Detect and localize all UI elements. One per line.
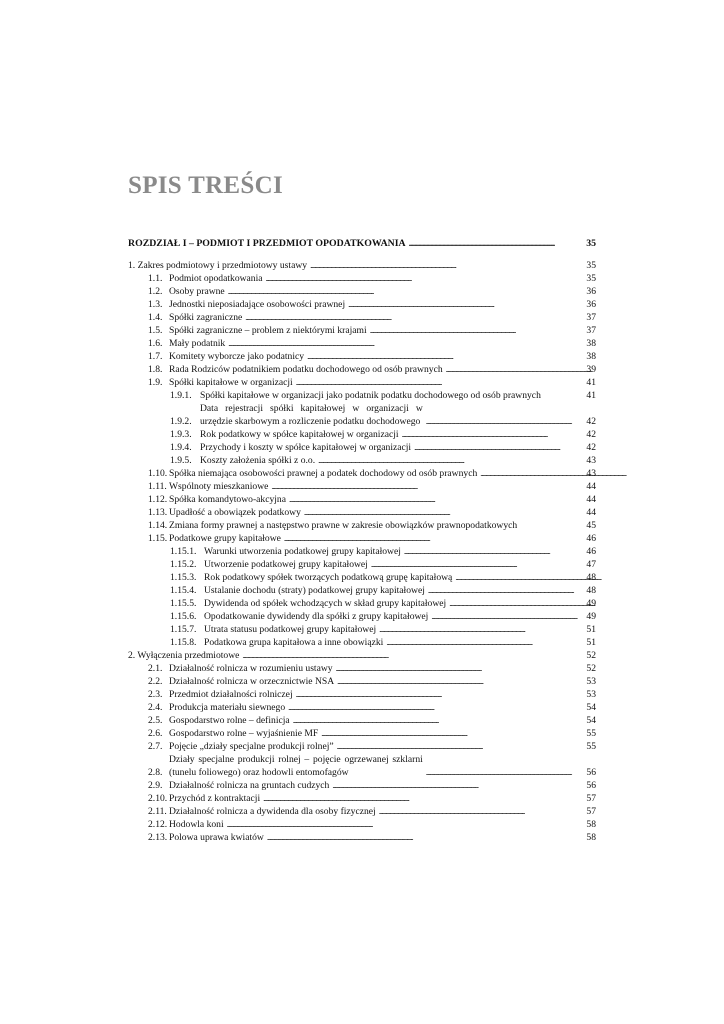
toc-entry[interactable] <box>128 259 596 272</box>
toc-entry-title: Polowa uprawa kwiatów <box>169 832 264 843</box>
toc-page-number: 36 <box>586 286 596 297</box>
toc-page-number: 49 <box>586 598 596 609</box>
toc-page-number: 52 <box>586 663 596 674</box>
toc-page-number: 43 <box>586 455 596 466</box>
toc-leader-dots <box>245 311 571 324</box>
toc-page-number: 49 <box>586 611 596 622</box>
toc-entry[interactable] <box>128 519 596 532</box>
toc-entry[interactable] <box>128 636 596 649</box>
toc-entry[interactable] <box>128 506 596 519</box>
toc-page-number: 41 <box>586 390 596 401</box>
toc-entry-number: 1.9. <box>148 377 163 388</box>
toc-leader-dots <box>337 675 571 688</box>
toc-entry[interactable] <box>128 558 596 571</box>
toc-entry[interactable] <box>128 584 596 597</box>
toc-page-number: 46 <box>586 546 596 557</box>
toc-leader-dots <box>414 441 571 454</box>
toc-page-number: 46 <box>586 533 596 544</box>
toc-leader-dots <box>263 792 571 805</box>
page-title: SPIS TREŚCI <box>128 172 283 199</box>
toc-page-number: 37 <box>586 312 596 323</box>
toc-entry[interactable] <box>128 285 596 298</box>
toc-entry-number: 1.11. <box>148 481 167 492</box>
toc-page-number: 55 <box>586 728 596 739</box>
toc-leader-dots <box>337 740 571 753</box>
toc-entry-title: 2. Wyłączenia przedmiotowe <box>128 650 240 661</box>
toc-page-number: 57 <box>586 806 596 817</box>
toc-entry-number: 1.7. <box>148 351 163 362</box>
toc-entry-title: Ustalanie dochodu (straty) podatkowej grupy kapitałowej <box>204 585 425 596</box>
toc-entry-number: 1.6. <box>148 338 163 349</box>
toc-entry-title: Podmiot opodatkowania <box>169 273 263 284</box>
toc-page-number: 56 <box>586 767 596 778</box>
toc-entry-number: 2.9. <box>148 780 163 791</box>
toc-page-number: 39 <box>586 364 596 375</box>
toc-entry[interactable] <box>128 740 596 753</box>
toc-entry[interactable] <box>128 441 596 454</box>
toc-entry-number: 2.12. <box>148 819 168 830</box>
toc-page-number: 42 <box>586 416 596 427</box>
toc-entry-title: Gospodarstwo rolne – definicja <box>169 715 290 726</box>
toc-entry[interactable] <box>128 493 596 506</box>
toc-entry[interactable] <box>128 623 596 636</box>
toc-leader-dots <box>293 714 571 727</box>
toc-entry-title: Podatkowe grupy kapitałowe <box>169 533 281 544</box>
toc-entry-number: 1.10. <box>148 468 168 479</box>
toc-entry-title: Dywidenda od spółek wchodzących w skład grupy kapitałowej <box>204 598 447 609</box>
toc-entry-number: 1.9.1. <box>170 390 192 401</box>
toc-page-number: 42 <box>586 429 596 440</box>
toc-entry-title: Jednostki nieposiadające osobowości prawnej <box>169 299 346 310</box>
toc-entry-title: Podatkowa grupa kapitałowa a inne obowiązki <box>204 637 384 648</box>
toc-entry-number: 1.14. <box>148 520 168 531</box>
toc-page-number: 45 <box>586 520 596 531</box>
toc-entry[interactable] <box>128 571 596 584</box>
toc-page-number: 44 <box>586 507 596 518</box>
toc-page-number: 51 <box>586 637 596 648</box>
toc-entry[interactable] <box>128 779 596 792</box>
toc-leader-dots <box>404 545 571 558</box>
toc-entry[interactable] <box>128 714 596 727</box>
toc-page-number: 54 <box>586 702 596 713</box>
toc-entry-title: Produkcja materiału siewnego <box>169 702 286 713</box>
toc-page-number: 35 <box>586 260 596 271</box>
toc-chapter-entry[interactable] <box>128 237 596 250</box>
toc-entry[interactable] <box>128 805 596 818</box>
toc-entry-title: Przychód z kontraktacji <box>169 793 261 804</box>
toc-entry[interactable] <box>128 350 596 363</box>
toc-leader-dots <box>428 584 573 597</box>
toc-page-number: 44 <box>586 481 596 492</box>
toc-entry[interactable] <box>128 597 596 610</box>
toc-page-number: 48 <box>586 572 596 583</box>
toc-entry[interactable] <box>128 818 596 831</box>
toc-entry-number: 1.15.7. <box>170 624 197 635</box>
toc-leader-dots <box>228 285 571 298</box>
toc-entry-number: 1.13. <box>148 507 168 518</box>
toc-entry-number: 2.13. <box>148 832 168 843</box>
toc-page-number: 55 <box>586 741 596 752</box>
toc-entry-number: 2.3. <box>148 689 163 700</box>
toc-entry[interactable] <box>128 324 596 337</box>
toc-entry[interactable] <box>128 675 596 688</box>
toc-leader-dots <box>386 636 571 649</box>
toc-entry-title: Mały podatnik <box>169 338 226 349</box>
toc-entry[interactable] <box>128 454 596 467</box>
toc-entry-title: Rok podatkowy w spółce kapitałowej w organizacji <box>200 429 399 440</box>
toc-entry-title: Hodowla koni <box>169 819 224 830</box>
toc-entry[interactable] <box>128 428 596 441</box>
toc-page-number: 56 <box>586 780 596 791</box>
toc-entry-title: Wspólnoty mieszkaniowe <box>169 481 269 492</box>
toc-entry-title: Spółki zagraniczne <box>169 312 243 323</box>
toc-entry-number: 1.15. <box>148 533 168 544</box>
toc-entry-number: 1.15.1. <box>170 546 197 557</box>
toc-leader-dots <box>296 688 571 701</box>
toc-page-number: 52 <box>586 650 596 661</box>
toc-entry[interactable] <box>128 389 596 402</box>
toc-entry-number: 1.15.3. <box>170 572 197 583</box>
toc-entry-title: Komitety wyborcze jako podatnicy <box>169 351 305 362</box>
toc-entry-title: Gospodarstwo rolne – wyjaśnienie MF <box>169 728 319 739</box>
toc-page-number: 38 <box>586 351 596 362</box>
toc-entry-title: Opodatkowanie dywidendy dla spółki z grupy kapitałowej <box>204 611 429 622</box>
toc-entry-number: 2.7. <box>148 741 163 752</box>
toc-page-number: 48 <box>586 585 596 596</box>
toc-leader-dots <box>321 727 571 740</box>
toc-leader-dots <box>318 454 571 467</box>
toc-leader-dots <box>307 350 571 363</box>
toc-entry[interactable] <box>128 376 596 389</box>
toc-entry-title: Warunki utworzenia podatkowej grupy kapitałowej <box>204 546 401 557</box>
toc-page-number: 57 <box>586 793 596 804</box>
toc-entry-number: 2.6. <box>148 728 163 739</box>
toc-leader-dots <box>336 662 571 675</box>
toc-leader-dots <box>371 558 571 571</box>
toc-page-number: 53 <box>586 676 596 687</box>
toc-entry[interactable] <box>128 662 596 675</box>
toc-entry-title: Osoby prawne <box>169 286 225 297</box>
toc-entry-title: Utworzenie podatkowej grupy kapitałowej <box>204 559 368 570</box>
toc-page-number: 51 <box>586 624 596 635</box>
toc-leader-dots <box>431 610 576 623</box>
toc-entry-title: Działalność rolnicza a dywidenda dla osoby fizycznej <box>169 806 376 817</box>
toc-leader-dots <box>402 428 571 441</box>
toc-leader-dots <box>480 467 625 480</box>
toc-leader-dots <box>227 818 571 831</box>
toc-entry-number: 1.9.5. <box>170 455 192 466</box>
toc-leader-dots <box>426 766 571 779</box>
toc-entry-number: 2.8. <box>148 767 163 778</box>
toc-entry-title: Rok podatkowy spółek tworzących podatkową grupę kapitałową <box>204 572 453 583</box>
toc-entry-number: 2.10. <box>148 793 168 804</box>
toc-entry-number: 1.4. <box>148 312 163 323</box>
toc-entry[interactable] <box>128 402 596 428</box>
toc-entry-title: Rada Rodziców podatnikiem podatku dochodowego od osób prawnych <box>169 364 443 375</box>
toc-entry[interactable] <box>128 363 596 376</box>
toc-leader-dots <box>379 623 571 636</box>
toc-entry-number: 1.9.3. <box>170 429 192 440</box>
toc-chapter-title: ROZDZIAŁ I – PODMIOT I PRZEDMIOT OPODATKOWANIA <box>128 238 406 249</box>
toc-entry-title: Spółka komandytowo-akcyjna <box>169 494 286 505</box>
toc-entry-number: 1.9.4. <box>170 442 192 453</box>
toc-page-number: 38 <box>586 338 596 349</box>
toc-entry-title: Działalność rolnicza w rozumieniu ustawy <box>169 663 333 674</box>
toc-leader-dots <box>409 237 571 250</box>
toc-entry[interactable] <box>128 649 596 662</box>
toc-entry[interactable] <box>128 298 596 311</box>
toc-entry[interactable] <box>128 272 596 285</box>
toc-entry[interactable] <box>128 831 596 844</box>
toc-page-number: 36 <box>586 299 596 310</box>
toc-page-number: 44 <box>586 494 596 505</box>
toc-entry-title: Spółki kapitałowe w organizacji jako podatnik podatku dochodowego od osób prawnych <box>200 390 541 401</box>
toc-page-number: 58 <box>586 819 596 830</box>
toc-entry-number: 1.15.5. <box>170 598 197 609</box>
toc-leader-dots <box>228 337 571 350</box>
toc-entry-number: 1.9.2. <box>170 416 192 427</box>
toc-entry[interactable] <box>128 792 596 805</box>
toc-entry-number: 1.2. <box>148 286 163 297</box>
toc-entry[interactable] <box>128 311 596 324</box>
toc-entry-title: Pojęcie „działy specjalne produkcji rolnej” <box>169 741 334 752</box>
toc-entry[interactable] <box>128 688 596 701</box>
toc-entry-title: Utrata statusu podatkowej grupy kapitałowej <box>204 624 377 635</box>
toc-entry-number: 1.3. <box>148 299 163 310</box>
toc-entry-number: 1.12. <box>148 494 168 505</box>
toc-entry-number: 1.1. <box>148 273 163 284</box>
toc-entry-title: Działalność rolnicza na gruntach cudzych <box>169 780 330 791</box>
toc-entry-number: 1.15.6. <box>170 611 197 622</box>
toc-entry-title: Upadłość a obowiązek podatkowy <box>169 507 301 518</box>
toc-page-number: 47 <box>586 559 596 570</box>
toc-entry-title: Zmiana formy prawnej a następstwo prawne w zakresie obowiązków prawnopodatkowych <box>169 520 518 531</box>
toc-entry[interactable] <box>128 701 596 714</box>
toc-leader-dots <box>348 298 571 311</box>
toc-entry[interactable] <box>128 467 596 480</box>
toc-entry[interactable] <box>128 337 596 350</box>
toc-entry-title: Spółki zagraniczne – problem z niektórymi krajami <box>169 325 367 336</box>
toc-entry-number: 1.15.2. <box>170 559 197 570</box>
toc-leader-dots <box>284 532 571 545</box>
toc-leader-dots <box>296 376 571 389</box>
toc-entry-title: Spółki kapitałowe w organizacji <box>169 377 293 388</box>
toc-entry-title: Przedmiot działalności rolniczej <box>169 689 293 700</box>
toc-page-number: 35 <box>586 273 596 284</box>
toc-page-number: 58 <box>586 832 596 843</box>
toc-entry-title: Działy specjalne produkcji rolnej – pojęcie ogrzewanej szklarni (tunelu foliowego) oraz hodowli entomofagów <box>169 754 423 778</box>
toc-entry[interactable] <box>128 545 596 558</box>
toc-entry-title: Przychody i koszty w spółce kapitałowej w organizacji <box>200 442 412 453</box>
toc-entry-number: 2.2. <box>148 676 163 687</box>
toc-entry-number: 2.4. <box>148 702 163 713</box>
toc-leader-dots <box>271 480 571 493</box>
toc-leader-dots <box>370 324 571 337</box>
toc-leader-dots <box>449 597 594 610</box>
toc-page-number: 43 <box>586 468 596 479</box>
toc-entry-number: 1.15.4. <box>170 585 197 596</box>
toc-page-number: 42 <box>586 442 596 453</box>
toc-leader-dots <box>332 779 571 792</box>
toc-entry-title: Data rejestracji spółki kapitałowej w organizacji w urzędzie skarbowym a rozliczenie podatku dochodowego <box>200 403 423 427</box>
toc-entry-number: 2.11. <box>148 806 167 817</box>
table-of-contents <box>128 237 596 844</box>
toc-entry-number: 1.15.8. <box>170 637 197 648</box>
toc-entry-title: Działalność rolnicza w orzecznictwie NSA <box>169 676 335 687</box>
toc-leader-dots <box>310 259 571 272</box>
toc-entry-number: 1.5. <box>148 325 163 336</box>
toc-entry-number: 2.5. <box>148 715 163 726</box>
toc-entry-title: Spółka niemająca osobowości prawnej a podatek dochodowy od osób prawnych <box>169 468 478 479</box>
toc-page-number: 35 <box>586 238 596 249</box>
toc-entry-number: 2.1. <box>148 663 163 674</box>
toc-page-number: 54 <box>586 715 596 726</box>
toc-leader-dots <box>289 493 571 506</box>
toc-leader-dots <box>266 272 571 285</box>
toc-entry[interactable] <box>128 727 596 740</box>
toc-page-number: 53 <box>586 689 596 700</box>
toc-page-number: 37 <box>586 325 596 336</box>
toc-leader-dots <box>426 415 571 428</box>
toc-entry[interactable] <box>128 753 596 779</box>
toc-leader-dots <box>379 805 571 818</box>
toc-leader-dots <box>446 363 591 376</box>
toc-entry[interactable] <box>128 480 596 493</box>
toc-entry[interactable] <box>128 532 596 545</box>
toc-entry-title: 1. Zakres podmiotowy i przedmiotowy ustawy <box>128 260 308 271</box>
toc-entry-title: Koszty założenia spółki z o.o. <box>200 455 316 466</box>
toc-entry-number: 1.8. <box>148 364 163 375</box>
toc-leader-dots <box>304 506 571 519</box>
toc-leader-dots <box>267 831 571 844</box>
toc-leader-dots <box>288 701 571 714</box>
toc-entry[interactable] <box>128 610 596 623</box>
toc-page-number: 41 <box>586 377 596 388</box>
toc-leader-dots <box>242 649 571 662</box>
